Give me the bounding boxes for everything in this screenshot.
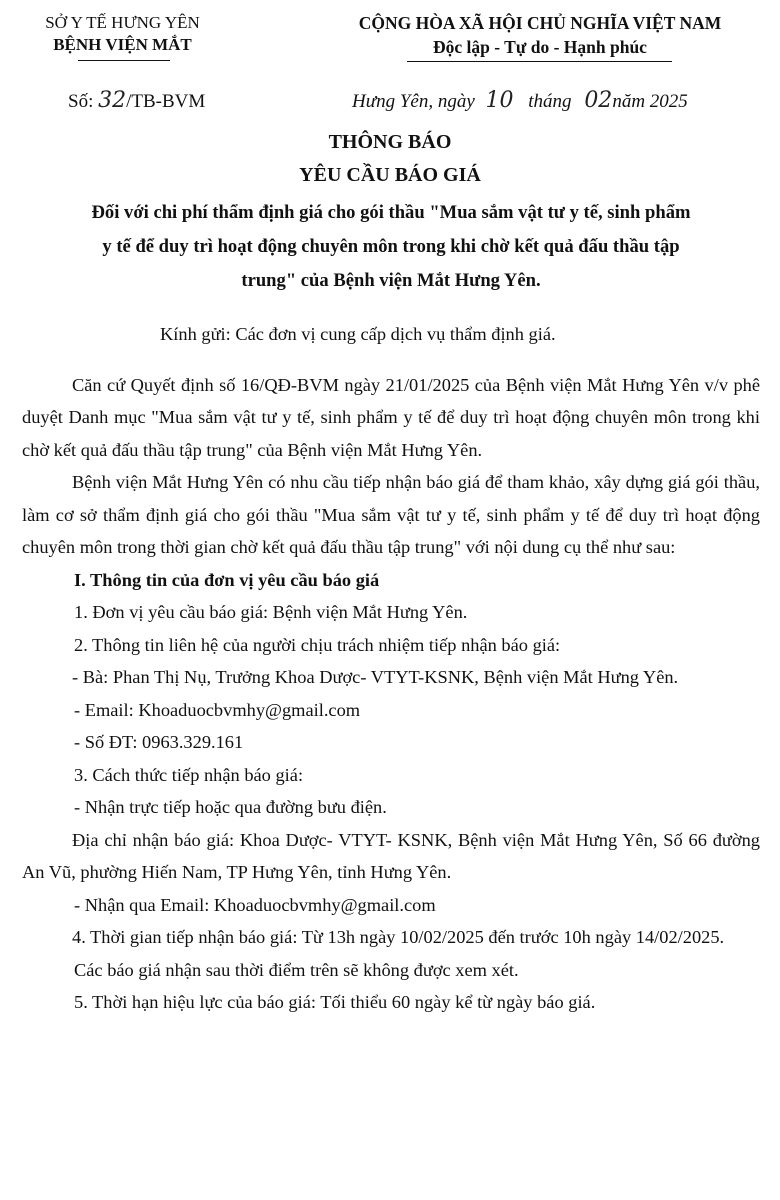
date-month-handwritten: 02 [584,88,613,113]
notice-title: THÔNG BÁO [328,131,452,153]
notice-subtitle: YÊU CẦU BÁO GIÁ [299,164,481,186]
late-quotation-note: Các báo giá nhận sau thời điểm trên sẽ không được xem xét. [74,959,519,980]
org-underline [78,60,170,61]
contact-phone: - Số ĐT: 0963.329.161 [74,732,244,752]
subject-line-2: y tế để duy trì hoạt động chuyên môn trong khi chờ kết quả đấu thầu tập [102,236,680,257]
document-number [68,88,205,113]
org-parent: SỞ Y TẾ HƯNG YÊN [45,13,200,32]
recipient-line: Kính gửi: Các đơn vị cung cấp dịch vụ thẩm định giá. [160,324,556,344]
legal-basis-paragraph: Căn cứ Quyết định số 16/QĐ-BVM ngày 21/01/2025 của Bệnh viện Mắt Hưng Yên v/v phê duyệt Danh mục "Mua sắm vật tư y tế, sinh phẩm y tế để duy trì hoạt động chuyên môn trong khi chờ kết quả đấu thầu tập trung" của Bệnh viện Mắt Hưng Yên. [22,374,760,460]
so-label: Số: [68,91,94,112]
notice-body [22,318,760,1019]
item-3-receiving-method: 3. Cách thức tiếp nhận báo giá: [74,764,304,785]
receive-direct: - Nhận trực tiếp hoặc qua đường bưu điện. [74,797,387,817]
so-number-handwritten: 32 [98,88,127,113]
date-year: năm 2025 [612,91,688,112]
national-motto: Độc lập - Tự do - Hạnh phúc [433,37,647,57]
receive-email: - Nhận qua Email: Khoaduocbvmhy@gmail.com [74,894,436,915]
document-date [352,88,688,113]
so-suffix: /TB-BVM [126,91,206,112]
motto-underline [407,61,672,62]
item-1-requesting-unit: 1. Đơn vị yêu cầu báo giá: Bệnh viện Mắt Hưng Yên. [74,602,468,622]
subject-line-1: Đối với chi phí thẩm định giá cho gói thầu "Mua sắm vật tư y tế, sinh phẩm [91,202,691,223]
date-day-handwritten: 10 [485,88,514,113]
receiving-address: Địa chỉ nhận báo giá: Khoa Dược- VTYT- KSNK, Bệnh viện Mắt Hưng Yên, Số 66 đường An Vũ, phường Hiến Nam, TP Hưng Yên, tỉnh Hưng Yên. [22,829,760,882]
subject-line-3: trung" của Bệnh viện Mắt Hưng Yên. [241,270,541,291]
request-paragraph: Bệnh viện Mắt Hưng Yên có nhu cầu tiếp nhận báo giá để tham khảo, xây dựng giá gói thầu, làm cơ sở thẩm định giá cho gói thầu "Mua sắm vật tư y tế, sinh phẩm y tế để duy trì hoạt động chuyên môn trong thời gian chờ kết quả đấu thầu tập trung" với nội dung cụ thể như sau: [22,472,760,557]
date-month-label: tháng [528,91,572,112]
section-1-heading: I. Thông tin của đơn vị yêu cầu báo giá [74,569,380,590]
item-2-contact-info: 2. Thông tin liên hệ của người chịu trách nhiệm tiếp nhận báo giá: [74,634,561,655]
org-name: BỆNH VIỆN MẮT [53,35,192,54]
item-5-validity: 5. Thời hạn hiệu lực của báo giá: Tối thiểu 60 ngày kể từ ngày báo giá. [74,992,596,1012]
notice-subject [22,196,760,298]
date-place: Hưng Yên, ngày [352,91,475,112]
item-4-receiving-time: 4. Thời gian tiếp nhận báo giá: Từ 13h ngày 10/02/2025 đến trước 10h ngày 14/02/2025. [72,927,725,947]
contact-email: - Email: Khoaduocbvmhy@gmail.com [74,699,361,720]
country-name: CỘNG HÒA XÃ HỘI CHỦ NGHĨA VIỆT NAM [358,13,722,33]
contact-person: - Bà: Phan Thị Nụ, Trưởng Khoa Dược- VTYT-KSNK, Bệnh viện Mắt Hưng Yên. [72,667,679,687]
